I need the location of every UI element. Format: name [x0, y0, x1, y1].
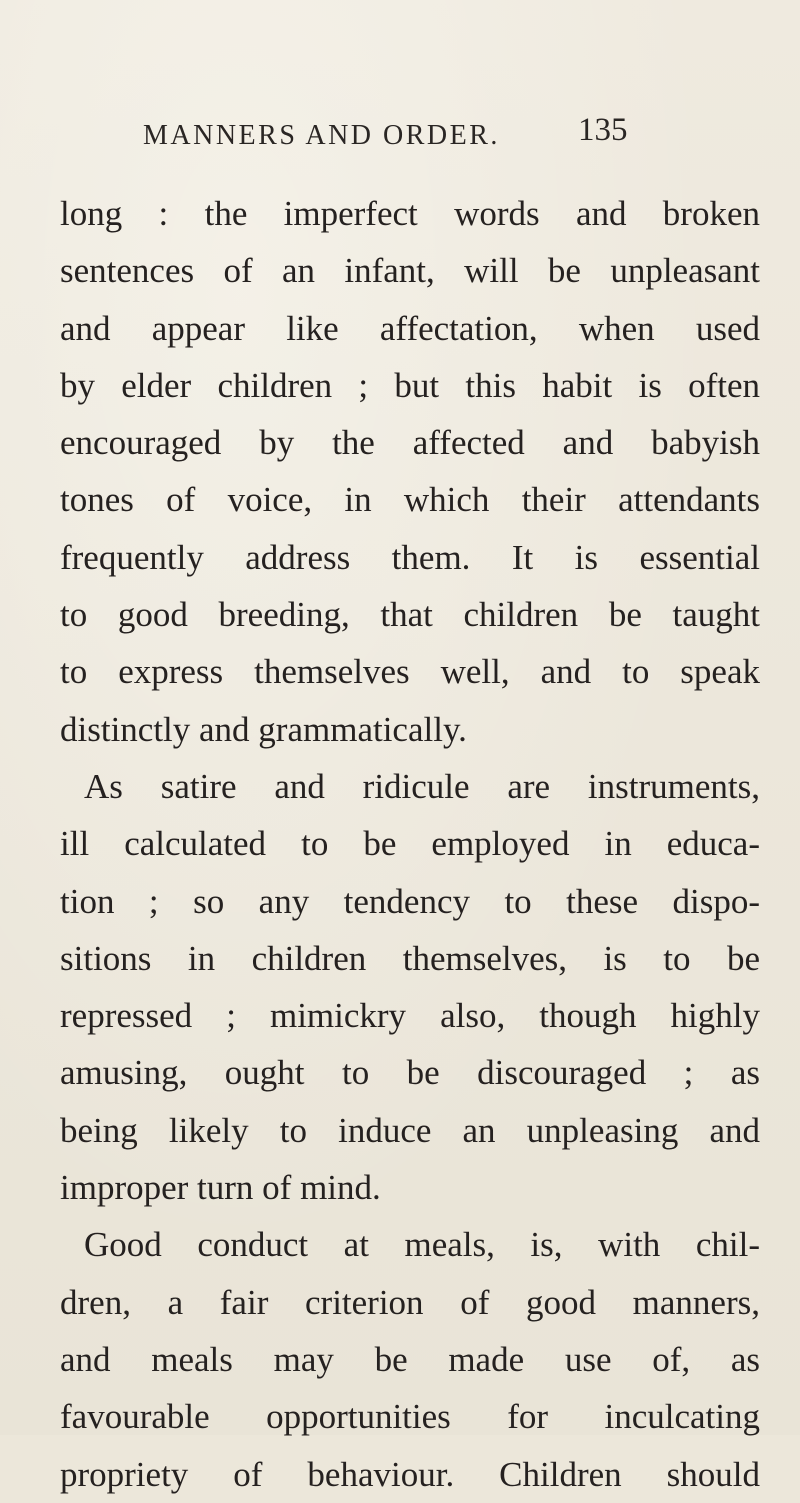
text-line: sentences of an infant, will be unpleasant [60, 251, 760, 291]
body-text [60, 185, 760, 1503]
text-line: distinctly and grammatically. [60, 709, 467, 749]
text-line: by elder children ; but this habit is often [60, 365, 760, 405]
text-line: and appear like affectation, when used [60, 308, 760, 348]
text-line: sitions in children themselves, is to be [60, 938, 760, 978]
text-line: tones of voice, in which their attendants [60, 480, 760, 520]
text-line: repressed ; mimickry also, though highly [60, 996, 760, 1036]
text-line: ill calculated to be employed in educa- [60, 824, 760, 864]
paragraph-start-line: As satire and ridicule are instruments, [84, 766, 760, 806]
page-number: 135 [578, 112, 628, 148]
text-line: favourable opportunities for inculcating [60, 1397, 760, 1437]
text-line: amusing, ought to be discouraged ; as [60, 1053, 760, 1093]
running-title: MANNERS AND ORDER. [143, 120, 500, 151]
text-line: improper turn of mind. [60, 1168, 381, 1208]
text-line: to good breeding, that children be taught [60, 595, 760, 635]
text-line: being likely to induce an unpleasing and [60, 1110, 760, 1150]
text-line: encouraged by the affected and babyish [60, 423, 760, 463]
text-line: tion ; so any tendency to these dispo- [60, 881, 760, 921]
text-line: propriety of behaviour. Children should [60, 1454, 760, 1494]
text-line: long : the imperfect words and broken [60, 194, 760, 233]
running-head [0, 112, 800, 160]
text-line: to express themselves well, and to speak [60, 652, 760, 692]
paragraph-start-line: Good conduct at meals, is, with chil- [84, 1225, 760, 1265]
text-line: frequently address them. It is essential [60, 537, 760, 577]
text-line: and meals may be made use of, as [60, 1339, 760, 1379]
text-line: dren, a fair criterion of good manners, [60, 1282, 760, 1322]
